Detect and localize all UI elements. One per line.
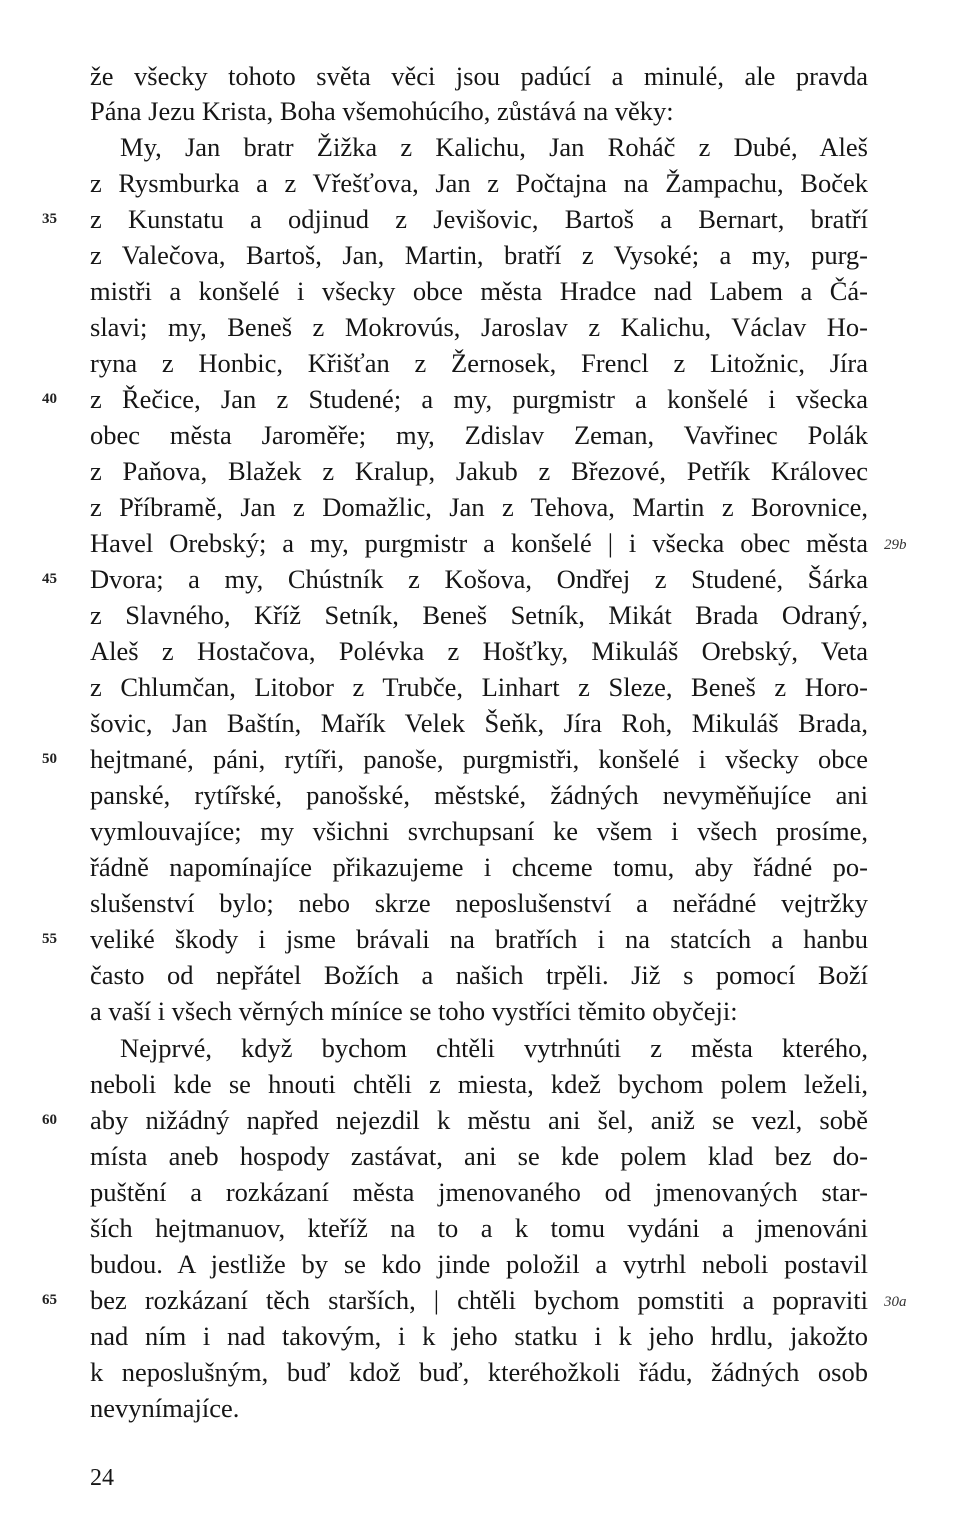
text-line-13: z Příbramě, Jan z Domažlic, Jan z Tehova, Martin z Borovnice, xyxy=(90,492,868,522)
text-line-2: Pána Jezu Krista, Boha všemohúcího, zůstává na věky: xyxy=(90,96,674,126)
text-line-26: často od nepřátel Božích a našich trpěli. Již s pomocí Boží xyxy=(90,960,868,990)
text-line-21: panské, rytířské, panošské, městské, žádných nevyměňujíce ani xyxy=(90,780,868,810)
text-line-15: Dvora; a my, Chústník z Košova, Ondřej z Studené, Šárka xyxy=(90,564,868,594)
text-line-25: veliké škody i jsme brávali na bratřích i na statcích a hanbu xyxy=(90,924,868,954)
text-line-24: slušenství bylo; nebo skrze neposlušenství a neřádné vejtržky xyxy=(90,888,868,918)
text-line-10: z Řečice, Jan z Studené; a my, purgmistr a konšelé i všecka xyxy=(90,384,868,414)
text-line-19: šovic, Jan Baštín, Mařík Velek Šeňk, Jíra Roh, Mikuláš Brada, xyxy=(90,708,868,738)
text-line-22: vymlouvajíce; my všichni svrchupsaní ke všem i všech prosíme, xyxy=(90,816,868,846)
text-line-23: řádně napomínajíce přikazujeme i chceme tomu, aby řádné po- xyxy=(90,852,868,882)
text-line-31: místa aneb hospody zastávat, ani se kde polem klad bez do- xyxy=(90,1141,868,1171)
text-line-18: z Chlumčan, Litobor z Trubče, Linhart z Sleze, Beneš z Horo- xyxy=(90,672,868,702)
margin-folio-note: 29b xyxy=(884,537,907,553)
text-line-37: k neposlušným, buď kdož buď, kteréhožkoli řádu, žádných osob xyxy=(90,1357,868,1387)
text-line-33: ších hejtmanuov, kteříž na to a k tomu vydáni a jmenováni xyxy=(90,1213,868,1243)
line-number: 35 xyxy=(42,211,57,227)
text-line-36: nad ním i nad takovým, i k jeho statku i k jeho hrdlu, jakožto xyxy=(90,1321,868,1351)
text-line-11: obec města Jaroměře; my, Zdislav Zeman, Vavřinec Polák xyxy=(90,420,868,450)
text-line-38: nevynímajíce. xyxy=(90,1393,240,1423)
text-line-8: slavi; my, Beneš z Mokrovús, Jaroslav z Kalichu, Václav Ho- xyxy=(90,312,868,342)
text-line-20: hejtmané, páni, rytíři, panoše, purgmistři, konšelé i všecky obce xyxy=(90,744,868,774)
text-line-4: z Rysmburka a z Vřešťova, Jan z Počtajna na Žampachu, Boček xyxy=(90,168,868,198)
text-line-6: z Valečova, Bartoš, Jan, Martin, bratří z Vysoké; a my, purg- xyxy=(90,240,868,270)
line-number: 65 xyxy=(42,1292,57,1308)
text-line-16: z Slavného, Kříž Setník, Beneš Setník, Mikát Brada Odraný, xyxy=(90,600,868,630)
text-line-14: Havel Orebský; a my, purgmistr a konšelé | i všecka obec města xyxy=(90,528,868,558)
text-line-7: mistři a konšelé i všecky obce města Hradce nad Labem a Čá- xyxy=(90,276,868,306)
line-number: 50 xyxy=(42,751,57,767)
text-line-29: neboli kde se hnouti chtěli z miesta, kdež bychom polem leželi, xyxy=(90,1069,868,1099)
text-line-32: puštění a rozkázaní města jmenovaného od jmenovaných star- xyxy=(90,1177,868,1207)
line-number: 45 xyxy=(42,571,57,587)
text-line-5: z Kunstatu a odjinud z Jevišovic, Bartoš a Bernart, bratří xyxy=(90,204,868,234)
line-number: 40 xyxy=(42,391,57,407)
text-line-34: budou. A jestliže by se kdo jinde položil a vytrhl neboli postavil xyxy=(90,1249,868,1279)
text-line-35: bez rozkázaní těch starších, | chtěli bychom pomstiti a popraviti xyxy=(90,1285,868,1315)
line-number: 60 xyxy=(42,1112,57,1128)
text-line-17: Aleš z Hostačova, Polévka z Hošťky, Mikuláš Orebský, Veta xyxy=(90,636,868,666)
text-line-27: a vaší i všech věrných míníce se toho vystříci těmito obyčeji: xyxy=(90,996,738,1026)
text-line-30: aby nižádný napřed nejezdil k městu ani šel, aniž se vezl, sobě xyxy=(90,1105,868,1135)
text-line-9: ryna z Honbic, Křišťan z Žernosek, Frencl z Litožnic, Jíra xyxy=(90,348,868,378)
text-line-12: z Paňova, Blažek z Kralup, Jakub z Březové, Petřík Královec xyxy=(90,456,868,486)
text-line-28: Nejprvé, když bychom chtěli vytrhnúti z města kterého, xyxy=(120,1033,868,1063)
margin-folio-note: 30a xyxy=(884,1294,907,1310)
page-number: 24 xyxy=(90,1465,114,1491)
line-number: 55 xyxy=(42,931,57,947)
text-line-3: My, Jan bratr Žižka z Kalichu, Jan Roháč z Dubé, Aleš xyxy=(120,132,868,162)
text-line-1: že všecky tohoto světa věci jsou padúcí a minulé, ale pravda xyxy=(90,61,868,91)
